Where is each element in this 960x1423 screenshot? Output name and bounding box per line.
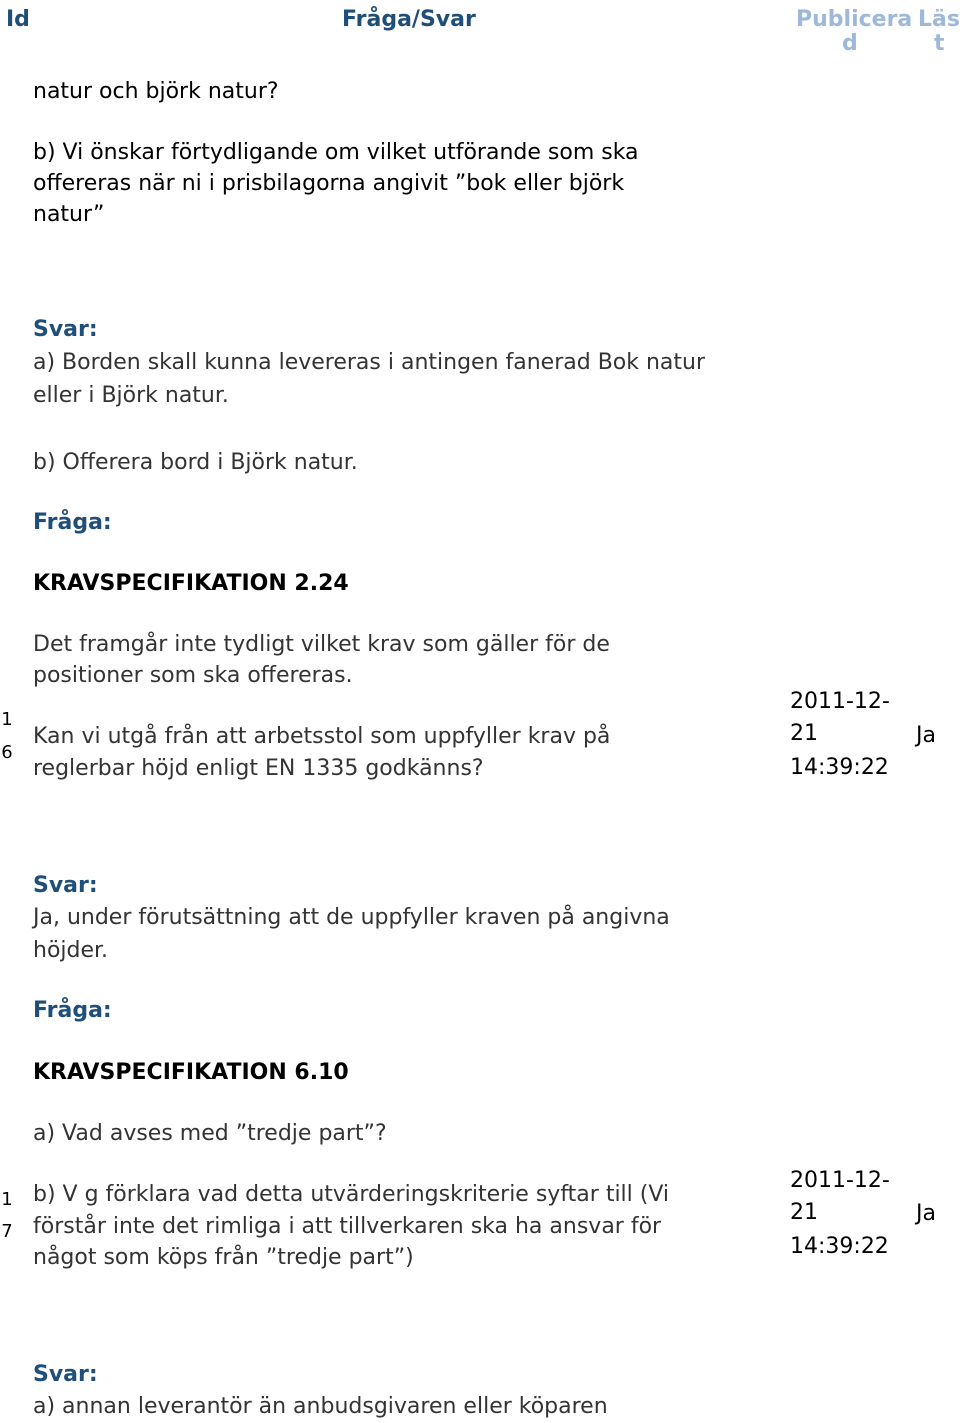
col-header-qa: Fråga/Svar bbox=[342, 7, 476, 32]
question-text: a) Vad avses med ”tredje part”? bbox=[33, 1121, 387, 1146]
row-id: 1 bbox=[1, 709, 13, 730]
answer-text: a) annan leverantör än anbudsgivaren eller köparen bbox=[33, 1394, 608, 1419]
col-header-read: Läs bbox=[918, 7, 960, 32]
question-text: Det framgår inte tydligt vilket krav som gäller för de bbox=[33, 632, 610, 657]
question-label: Fråga: bbox=[33, 998, 112, 1023]
answer-text: b) Offerera bord i Björk natur. bbox=[33, 450, 358, 475]
question-text: positioner som ska offereras. bbox=[33, 663, 353, 688]
question-heading: KRAVSPECIFIKATION 6.10 bbox=[33, 1060, 349, 1085]
row-id: 7 bbox=[1, 1221, 13, 1242]
question-text: b) Vi önskar förtydligande om vilket utförande som ska bbox=[33, 140, 639, 165]
col-header-published-wrap: d bbox=[842, 31, 858, 56]
published-date: 21 bbox=[790, 1200, 818, 1225]
published-date: 21 bbox=[790, 721, 818, 746]
published-date: 2011-12- bbox=[790, 689, 890, 714]
row-id: 6 bbox=[1, 742, 13, 763]
published-time: 14:39:22 bbox=[790, 1234, 889, 1259]
answer-text: a) Borden skall kunna levereras i antingen fanerad Bok natur bbox=[33, 350, 706, 375]
read-status: Ja bbox=[916, 723, 936, 748]
read-status: Ja bbox=[916, 1201, 936, 1226]
published-date: 2011-12- bbox=[790, 1168, 890, 1193]
col-header-published: Publicera bbox=[796, 7, 913, 32]
answer-label: Svar: bbox=[33, 1362, 98, 1387]
answer-text: Ja, under förutsättning att de uppfyller kraven på angivna bbox=[33, 905, 670, 930]
question-text: natur” bbox=[33, 202, 105, 227]
question-text: b) V g förklara vad detta utvärderingskriterie syftar till (Vi bbox=[33, 1182, 670, 1207]
question-text: något som köps från ”tredje part”) bbox=[33, 1245, 414, 1270]
col-header-read-wrap: t bbox=[934, 31, 945, 56]
answer-label: Svar: bbox=[33, 317, 98, 342]
answer-text: eller i Björk natur. bbox=[33, 383, 229, 408]
answer-text: höjder. bbox=[33, 938, 109, 963]
question-label: Fråga: bbox=[33, 510, 112, 535]
question-text: reglerbar höjd enligt EN 1335 godkänns? bbox=[33, 756, 484, 781]
question-text: Kan vi utgå från att arbetsstol som uppfyller krav på bbox=[33, 724, 611, 749]
row-id: 1 bbox=[1, 1189, 13, 1210]
question-heading: KRAVSPECIFIKATION 2.24 bbox=[33, 571, 349, 596]
question-text: natur och björk natur? bbox=[33, 79, 279, 104]
published-time: 14:39:22 bbox=[790, 755, 889, 780]
question-text: förstår inte det rimliga i att tillverkaren ska ha ansvar för bbox=[33, 1214, 662, 1239]
question-text: offereras när ni i prisbilagorna angivit ”bok eller björk bbox=[33, 171, 625, 196]
answer-label: Svar: bbox=[33, 873, 98, 898]
col-header-id: Id bbox=[6, 7, 30, 32]
